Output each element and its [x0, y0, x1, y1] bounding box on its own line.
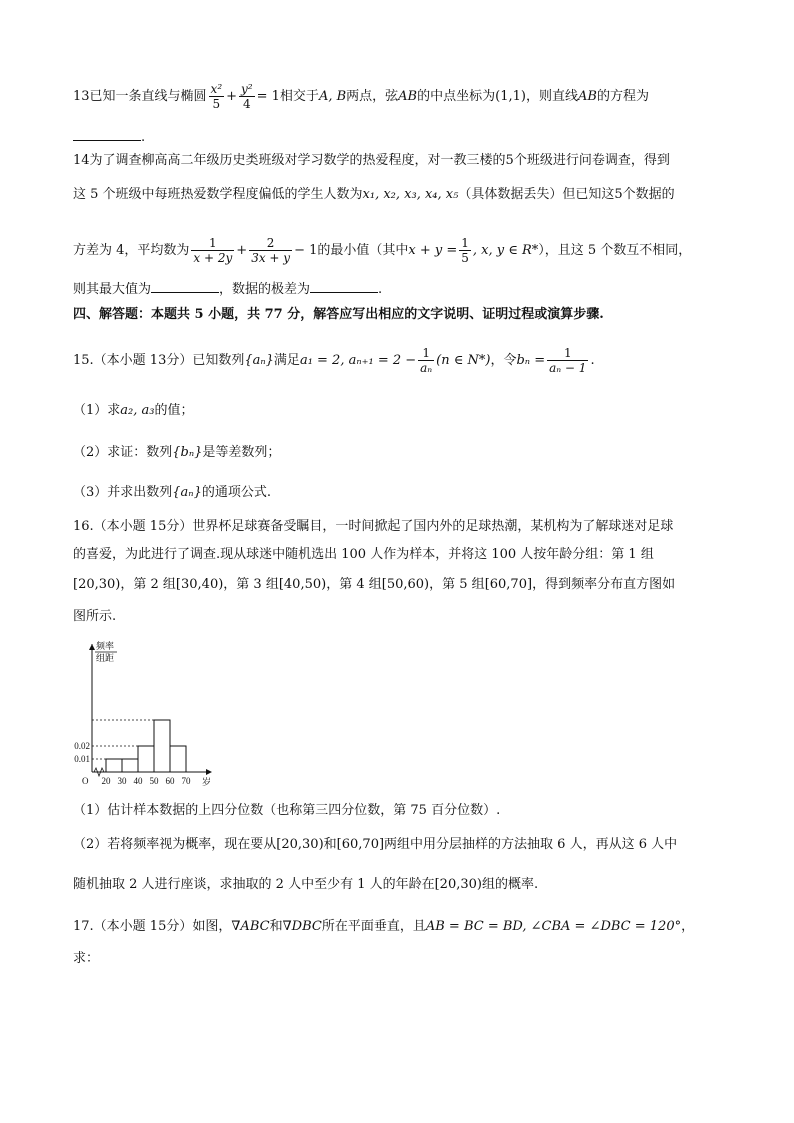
q15-text: 满足: [273, 353, 300, 368]
answer-blank[interactable]: [73, 128, 141, 141]
terms: a₂, a₃: [120, 403, 155, 418]
x-tick-label: 20: [101, 776, 111, 786]
q16-text: ，第 4 组: [326, 577, 382, 592]
frac-num: y²: [241, 82, 253, 96]
q16-line-2: 的喜爱，为此进行了调查.现从球迷中随机选出 100 人作为样本，并将这 100 人按年龄分组：第 1 组: [73, 547, 654, 562]
q15-part-1: [73, 402, 194, 420]
y-tick-label: 0.01: [74, 754, 90, 764]
answer-blank-range[interactable]: [310, 280, 378, 293]
q14-variables: x₁, x₂, x₃, x₄, x₅: [362, 187, 459, 202]
q16-part-3: [73, 876, 538, 894]
q16-text: 和: [323, 837, 337, 852]
condition: (n ∈ N*): [436, 353, 491, 368]
q13-answer-line: [73, 128, 145, 147]
q13-text-c: 两点，弦: [346, 89, 399, 104]
q14-line-1: 14为了调查柳高高二年级历史类班级对学习数学的热爱程度，对一教三楼的5个班级进行问卷调查，得到: [73, 153, 670, 168]
plus-sign: +: [226, 89, 238, 104]
q16-text: ，第 3 组: [223, 577, 279, 592]
q15-text: 15.（本小题 13分）已知数列: [73, 353, 245, 368]
q16-text: ，第 2 组: [120, 577, 176, 592]
line-ab: AB: [577, 89, 597, 104]
x-tick-label: 30: [117, 776, 127, 786]
recurrence: a₁ = 2, aₙ₊₁ = 2 −: [299, 353, 417, 368]
frac-den: aₙ: [420, 361, 433, 375]
condition: AB = BC = BD, ∠CBA = ∠DBC = 120°: [425, 919, 682, 934]
q15-text: 是等差数列；: [202, 445, 281, 460]
group-1: [20,30): [434, 877, 482, 892]
group-4: [50,60): [381, 577, 430, 592]
q14-text: 方差为 4，平均数为: [73, 243, 190, 258]
histogram-bar: [122, 759, 138, 772]
q13-text-f: 的方程为: [596, 89, 649, 104]
q16-part-2: [73, 836, 677, 854]
triangle-dbc: ∇DBC: [282, 919, 322, 934]
bn-def: bₙ =: [516, 353, 546, 368]
triangle-abc: ∇ABC: [231, 919, 270, 934]
y-axis-arrow: [89, 644, 95, 650]
frac-num: 1: [461, 236, 469, 250]
frac-num: 2: [266, 236, 275, 250]
frac-den: 5: [209, 96, 225, 111]
frac-den: 5: [461, 251, 469, 265]
frac-num: x²: [210, 82, 223, 96]
q15-text: 的值；: [154, 403, 194, 418]
x-axis-label: 岁: [202, 777, 212, 787]
y-label-bottom: 组距: [96, 653, 115, 663]
q15-text: .: [590, 353, 595, 368]
frac-1: [191, 236, 234, 265]
q14-text: ，数据的极差为: [219, 282, 311, 297]
q15-text: （3）并求出数列: [73, 485, 173, 500]
frac-recurrence: [418, 346, 434, 375]
points-ab: A, B: [318, 89, 347, 104]
plus-sign: +: [236, 243, 248, 258]
x-tick-label: 40: [133, 776, 143, 786]
ellipse-frac-x: [209, 82, 225, 111]
q14-line-2: [73, 186, 675, 204]
q14-text: （具体数据丢失）但已知这5个数据的: [458, 187, 675, 202]
histogram-bar: [170, 746, 186, 772]
q14-text: ），且这 5 个数互不相同，: [538, 243, 692, 258]
x-tick-label: 60: [165, 776, 175, 786]
q15-text: （2）求证：数列: [73, 445, 173, 460]
q14-line-4: [73, 280, 382, 299]
frac-num: 1: [209, 236, 217, 250]
equals-one: = 1: [256, 89, 280, 104]
q15-line-1: [73, 346, 595, 375]
seq-an: {aₙ}: [172, 485, 202, 500]
q16-text: 随机抽取 2 人进行座谈，求抽取的 2 人中至少有 1 人的年龄在: [73, 877, 435, 892]
group-1: [20,30): [276, 837, 324, 852]
q13-text-b: 相交于: [279, 89, 319, 104]
q16-line-1: 16.（本小题 15分）世界杯足球赛备受瞩目，一时间掀起了国内外的足球热潮，某机构为了解球迷对足球: [73, 519, 674, 534]
q14-text: 则其最大值为: [73, 282, 152, 297]
q17-line-1: [73, 918, 694, 936]
frac-den: x + 2y: [193, 251, 233, 265]
q17-text: 所在平面垂直，且: [321, 919, 426, 934]
condition: , x, y ∈ R*: [472, 243, 539, 258]
q17-text: 和: [269, 919, 283, 934]
q14-text: 的最小值（其中: [317, 243, 409, 258]
q17-text: ，: [681, 919, 695, 934]
histogram-bar: [138, 746, 154, 772]
q13-text-a: 13已知一条直线与椭圆: [73, 89, 207, 104]
q16-line-3: [73, 576, 675, 594]
q13-text-d: 的中点坐标为: [417, 89, 496, 104]
group-5: [60,70]: [484, 577, 533, 592]
q16-part-1: （1）估计样本数据的上四分位数（也称第三四分位数，第 75 百分位数）.: [73, 803, 501, 818]
q13-text-e: ，则直线: [525, 89, 578, 104]
frac-den: 3x + y: [251, 251, 291, 265]
seq-an: {aₙ}: [244, 353, 274, 368]
histogram-bar: [106, 759, 122, 772]
q14-line-3: [73, 236, 691, 265]
q15-part-3: [73, 484, 271, 502]
x-tick-label: 70: [181, 776, 191, 786]
group-3: [40,50): [278, 577, 327, 592]
group-1: [20,30): [73, 577, 121, 592]
q16-line-4: 图所示.: [73, 609, 117, 624]
frac-num: 1: [422, 346, 430, 360]
q16-text: 组的概率.: [481, 877, 539, 892]
q15-text: （1）求: [73, 403, 121, 418]
answer-blank-max[interactable]: [151, 280, 219, 293]
q16-text: （2）若将频率视为概率，现在要从: [73, 837, 277, 852]
y-tick-label: 0.02: [74, 741, 90, 751]
frac-den: 4: [239, 96, 255, 111]
histogram-bar: [154, 720, 170, 772]
midpoint: (1,1): [495, 89, 526, 104]
q17-line-2: 求：: [73, 951, 100, 966]
ellipse-frac-y: [239, 82, 255, 111]
frequency-histogram: [74, 636, 220, 792]
group-2: [30,40): [175, 577, 224, 592]
q15-text: ，令: [490, 353, 517, 368]
q14-text: 这 5 个班级中每班热爱数学程度偏低的学生人数为: [73, 187, 363, 202]
origin-label: O: [82, 776, 89, 786]
section-title: 四、解答题：本题共 5 小题，共 77 分，解答应写出相应的文字说明、证明过程或演算步骤.: [73, 307, 604, 322]
q13-line: [73, 82, 649, 111]
q13-tail: .: [141, 130, 146, 145]
minus-one: − 1: [294, 243, 318, 258]
y-label-top: 频率: [96, 641, 115, 651]
q15-part-2: [73, 444, 280, 462]
q17-text: 17.（本小题 15分）如图，: [73, 919, 232, 934]
frac-den: aₙ − 1: [549, 361, 587, 375]
q14-text: .: [378, 282, 383, 297]
q16-text: 两组中用分层抽样的方法抽取 6 人，再从这 6 人中: [384, 837, 678, 852]
frac-bn: [547, 346, 588, 375]
seq-bn: {bₙ}: [172, 445, 203, 460]
q15-text: 的通项公式.: [201, 485, 271, 500]
q16-text: ，第 5 组: [429, 577, 485, 592]
frac-2: [249, 236, 292, 265]
x-tick-label: 50: [149, 776, 159, 786]
group-5: [60,70]: [336, 837, 385, 852]
chord-ab: AB: [398, 89, 418, 104]
q16-text: ，得到频率分布直方图如: [532, 577, 676, 592]
condition: x + y =: [408, 243, 458, 258]
frac-num: 1: [563, 346, 572, 360]
x-axis-arrow: [206, 769, 212, 775]
frac-3: [459, 236, 471, 265]
